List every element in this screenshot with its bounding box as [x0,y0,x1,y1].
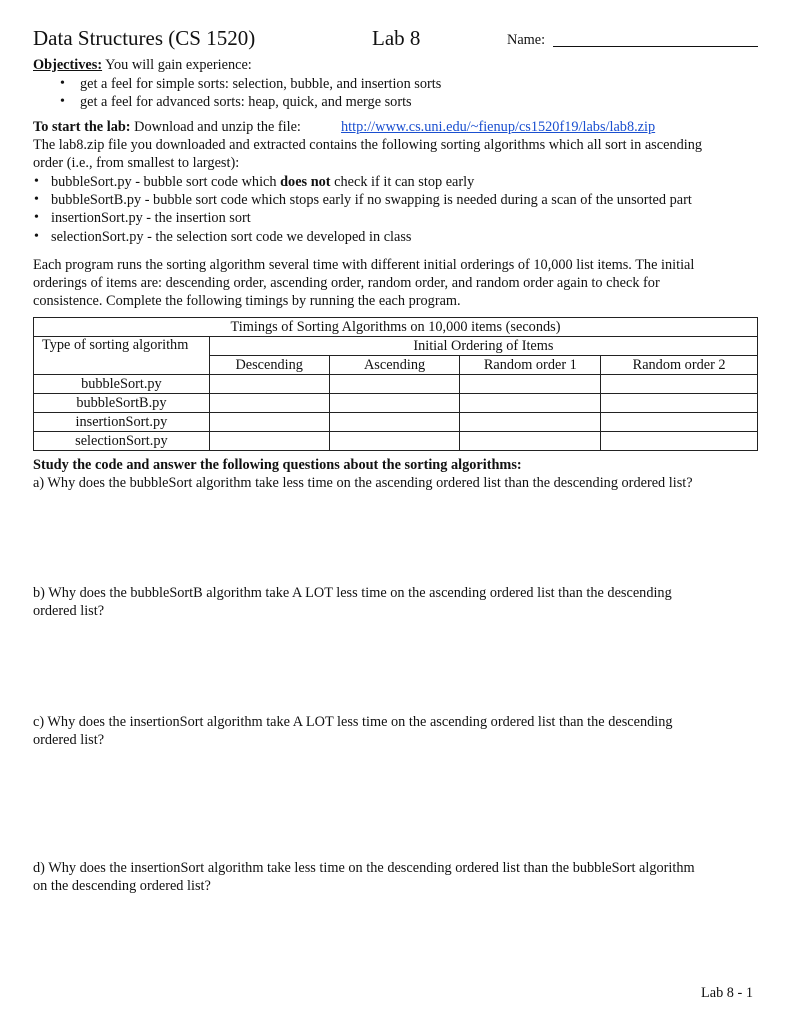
question-b: b) Why does the bubbleSortB algorithm take A LOT less time on the ascending ordered list than the descending [33,585,672,601]
lab-zip-link[interactable]: http://www.cs.uni.edu/~fienup/cs1520f19/labs/lab8.zip [341,119,656,135]
column-header-random-2: Random order 2 [601,356,758,375]
row-label: selectionSort.py [34,432,210,451]
timing-cell[interactable] [329,394,460,413]
timing-cell[interactable] [460,432,601,451]
timing-cell[interactable] [209,432,329,451]
objectives-intro: You will gain experience: [105,57,252,73]
timing-cell[interactable] [329,375,460,394]
timing-cell[interactable] [460,375,601,394]
table-row [34,394,758,413]
start-heading: To start the lab: [33,119,131,135]
start-instruction: Download and unzip the file: [134,119,301,135]
row-label: insertionSort.py [34,413,210,432]
bullet-icon: • [60,94,65,109]
bullet-icon: • [34,229,39,244]
description-line: The lab8.zip file you downloaded and extracted contains the following sorting algorithms which all sort in ascending [33,137,703,153]
timing-cell[interactable] [209,375,329,394]
question-c-cont: ordered list? [33,732,105,748]
table-row [34,413,758,432]
timing-cell[interactable] [460,413,601,432]
file-item-text: check if it can stop early [330,174,475,190]
file-item [51,174,474,191]
program-description: Each program runs the sorting algorithm several time with different initial orderings of 10,000 list items. The initial [33,257,695,273]
timing-cell[interactable] [601,375,758,394]
name-label: Name: [507,32,546,48]
question-a: a) Why does the bubbleSort algorithm take less time on the ascending ordered list than the descending ordered list? [33,475,693,491]
timings-table [33,317,758,451]
timing-cell[interactable] [209,394,329,413]
timing-cell[interactable] [601,413,758,432]
program-description: consistence. Complete the following timings by running the each program. [33,293,461,309]
page-number: Lab 8 - 1 [701,985,754,1001]
timing-cell[interactable] [329,432,460,451]
bullet-icon: • [34,192,39,207]
column-header-descending: Descending [209,356,329,375]
file-item: insertionSort.py - the insertion sort [51,210,251,226]
table-row [34,375,758,394]
column-header-random-1: Random order 1 [460,356,601,375]
question-c: c) Why does the insertionSort algorithm take A LOT less time on the ascending ordered list than the descending [33,714,673,730]
objective-item: get a feel for advanced sorts: heap, quick, and merge sorts [80,94,412,110]
objective-item: get a feel for simple sorts: selection, bubble, and insertion sorts [80,76,442,92]
lab-label: Lab 8 [372,26,421,50]
table-row [34,432,758,451]
file-item-emphasis: does not [280,174,331,190]
row-label: bubbleSort.py [34,375,210,394]
bullet-icon: • [34,174,39,189]
type-header: Type of sorting algorithm [34,337,210,375]
question-b-cont: ordered list? [33,603,105,619]
start-line [33,119,301,136]
file-item: selectionSort.py - the selection sort code we developed in class [51,229,412,245]
description-line: order (i.e., from smallest to largest): [33,155,240,171]
row-label: bubbleSortB.py [34,394,210,413]
timing-cell[interactable] [209,413,329,432]
question-d: d) Why does the insertionSort algorithm take less time on the descending ordered list than the bubbleSort algorithm [33,860,695,876]
timing-cell[interactable] [329,413,460,432]
timing-cell[interactable] [601,394,758,413]
program-description: orderings of items are: descending order, ascending order, random order, and random order again to check for [33,275,660,291]
column-header-ascending: Ascending [329,356,460,375]
course-title: Data Structures (CS 1520) [33,26,256,50]
bullet-icon: • [34,210,39,225]
file-item: bubbleSortB.py - bubble sort code which stops early if no swapping is needed during a scan of the unsorted part [51,192,692,208]
timing-cell[interactable] [460,394,601,413]
question-d-cont: on the descending ordered list? [33,878,211,894]
objectives-line [33,57,252,74]
table-title: Timings of Sorting Algorithms on 10,000 items (seconds) [34,318,758,337]
objectives-heading: Objectives: [33,57,103,73]
bullet-icon: • [60,76,65,91]
ordering-header: Initial Ordering of Items [209,337,757,356]
timing-cell[interactable] [601,432,758,451]
file-item-text: bubbleSort.py - bubble sort code which [51,174,281,190]
name-blank-line [553,46,758,47]
study-heading: Study the code and answer the following questions about the sorting algorithms: [33,457,522,473]
